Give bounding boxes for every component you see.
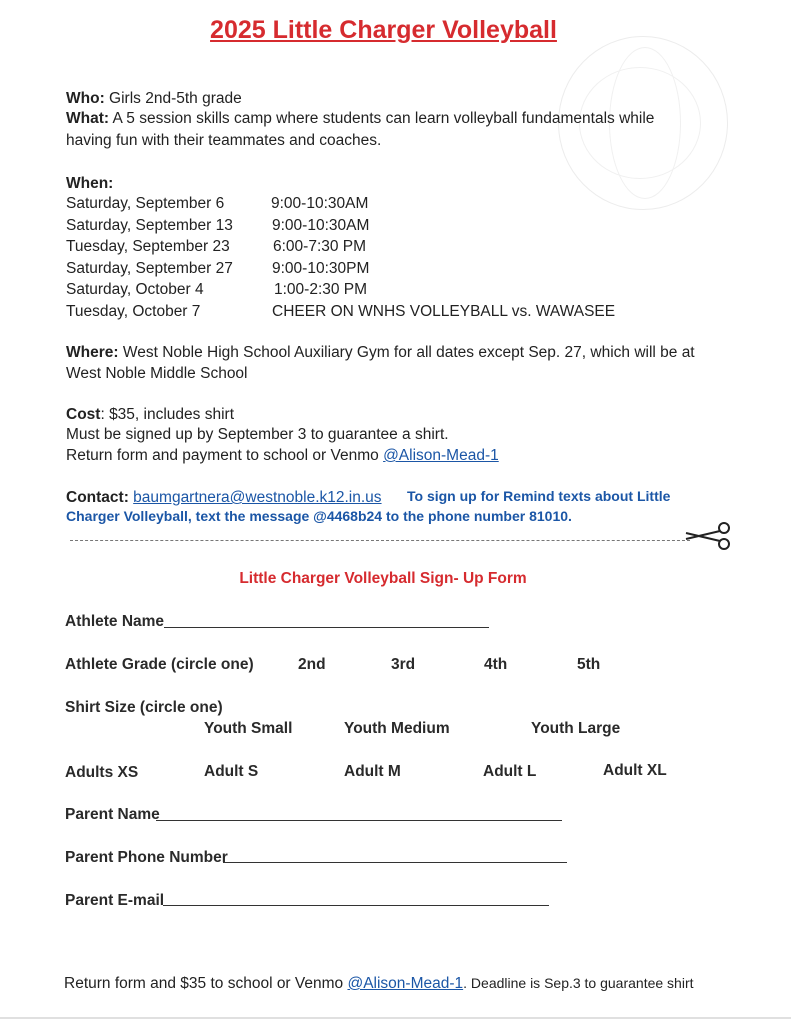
shirt-size-option[interactable]: Youth Large [531, 720, 621, 737]
what-text-continued: having fun with their teammates and coaches. [66, 132, 382, 149]
session-date: Saturday, September 27 [66, 260, 233, 277]
venmo-link[interactable]: @Alison-Mead-1 [383, 447, 499, 464]
what-line [66, 108, 654, 129]
session-time: 9:00-10:30AM [272, 217, 370, 234]
remind-text-line1: To sign up for Remind texts about Little [407, 488, 671, 504]
cost-text: : $35, includes shirt [100, 406, 234, 423]
grade-option[interactable]: 2nd [298, 656, 326, 673]
what-text: A 5 session skills camp where students can learn volleyball fundamentals while [112, 110, 655, 127]
shirt-size-option[interactable]: Adult XL [603, 762, 667, 779]
parent-email-field[interactable] [163, 905, 549, 906]
return-form-line [66, 445, 499, 466]
parent-name-field[interactable] [156, 820, 562, 821]
remind-text-line2: Charger Volleyball, text the message @4468b24 to the phone number 81010. [66, 508, 572, 524]
session-date: Saturday, September 13 [66, 217, 233, 234]
footer-venmo-link[interactable]: @Alison-Mead-1 [347, 975, 464, 992]
footer-text: Return form and $35 to school or Venmo [64, 975, 348, 992]
cost-line [66, 404, 234, 425]
session-date: Saturday, September 6 [66, 195, 225, 212]
session-time: 9:00-10:30AM [271, 195, 369, 212]
session-date: Saturday, October 4 [66, 281, 204, 298]
cut-line-divider [70, 540, 690, 541]
where-label: Where: [66, 344, 119, 361]
return-form-text: Return form and payment to school or Venmo [66, 447, 384, 464]
who-line [66, 88, 242, 109]
grade-option[interactable]: 4th [484, 656, 508, 673]
form-title: Little Charger Volleyball Sign- Up Form [239, 570, 527, 587]
shirt-size-option[interactable]: Adults XS [65, 764, 139, 781]
page-bottom-edge [0, 1017, 791, 1019]
who-text: Girls 2nd-5th grade [109, 90, 242, 107]
where-line [66, 342, 695, 363]
contact-line [66, 487, 382, 508]
footer-deadline-text: . Deadline is Sep.3 to guarantee shirt [463, 975, 694, 991]
session-date: Tuesday, September 23 [66, 238, 230, 255]
shirt-size-option[interactable]: Adult M [344, 763, 401, 780]
session-time: 6:00-7:30 PM [273, 238, 367, 255]
parent-phone-field[interactable] [223, 862, 567, 863]
parent-name-label: Parent Name [65, 806, 160, 823]
what-label: What: [66, 110, 110, 127]
shirt-size-option[interactable]: Adult L [483, 763, 537, 780]
shirt-size-option[interactable]: Youth Medium [344, 720, 450, 737]
parent-phone-label: Parent Phone Number [65, 849, 228, 866]
athlete-grade-label: Athlete Grade (circle one) [65, 656, 254, 673]
athlete-name-label: Athlete Name [65, 613, 165, 630]
shirt-size-option[interactable]: Adult S [204, 763, 259, 780]
signup-deadline-text: Must be signed up by September 3 to guarantee a shirt. [66, 426, 449, 443]
session-time: 9:00-10:30PM [272, 260, 370, 277]
session-date: Tuesday, October 7 [66, 303, 201, 320]
session-time: 1:00-2:30 PM [274, 281, 368, 298]
when-label: When: [66, 175, 114, 192]
session-time: CHEER ON WNHS VOLLEYBALL vs. WAWASEE [272, 303, 616, 320]
athlete-name-field[interactable] [164, 627, 489, 628]
parent-email-label: Parent E-mail [65, 892, 165, 909]
shirt-size-option[interactable]: Youth Small [204, 720, 293, 737]
cost-label: Cost [66, 406, 101, 423]
contact-label: Contact: [66, 489, 129, 506]
footer-line [64, 975, 694, 993]
shirt-size-label: Shirt Size (circle one) [65, 699, 223, 716]
where-text-continued: West Noble Middle School [66, 365, 248, 382]
contact-email-link[interactable]: baumgartnera@westnoble.k12.in.us [133, 489, 382, 506]
grade-option[interactable]: 3rd [391, 656, 416, 673]
who-label: Who: [66, 90, 105, 107]
grade-option[interactable]: 5th [577, 656, 601, 673]
scissors-icon [684, 520, 734, 552]
page-title: 2025 Little Charger Volleyball [210, 16, 557, 44]
where-text: West Noble High School Auxiliary Gym for all dates except Sep. 27, which will be at [122, 344, 695, 361]
